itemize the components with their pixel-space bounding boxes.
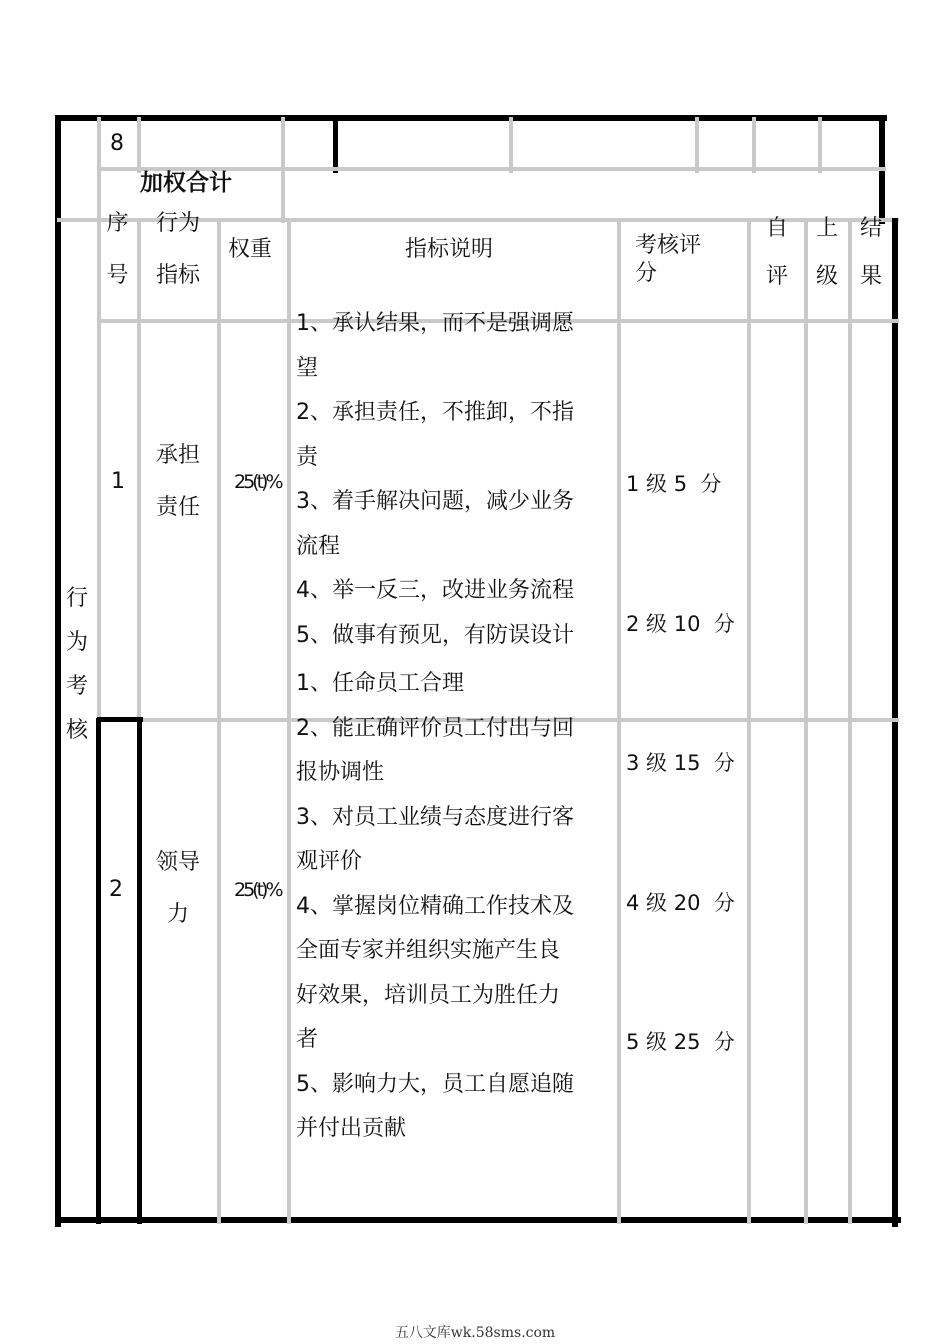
row1-desc-line: 1、承认结果，而不是强调愿 — [296, 311, 574, 336]
row1-desc-line: 责 — [296, 444, 319, 470]
row1-behavior-line2: 责任 — [155, 495, 200, 520]
score-level: 2 级 10 分 — [626, 611, 735, 636]
row1-behavior-line1: 承担 — [155, 443, 200, 468]
row1-seq: 1 — [111, 469, 125, 494]
col-line-behavior-lower — [137, 718, 142, 1224]
section-label-char: 核 — [65, 718, 88, 743]
row2-desc-line: 1、任命员工合理 — [296, 671, 464, 696]
row2-desc-line: 者 — [296, 1027, 319, 1052]
header-behavior — [138, 202, 218, 298]
section-label-char: 行 — [65, 586, 88, 611]
header-behavior-line2: 指标 — [155, 263, 200, 288]
header-self-line1: 自 — [766, 216, 789, 241]
score-level: 1 级 5 分 — [626, 472, 722, 496]
row1-weight: 25(t)% — [234, 471, 281, 493]
top-row-seq: 8 — [110, 131, 124, 156]
score-level: 3 级 15 分 — [626, 751, 735, 775]
header-weight: 权重 — [228, 237, 273, 262]
row1-desc-line: 4、举一反三，改进业务流程 — [296, 578, 574, 603]
header-seq-line2: 号 — [106, 263, 129, 288]
score-level: 5 级 25 分 — [626, 1030, 735, 1054]
top-col-line — [695, 117, 699, 173]
header-self — [748, 207, 805, 299]
header-score — [635, 232, 701, 288]
row1-scores — [626, 368, 735, 1112]
row1-desc-line: 5、做事有预见，有防误设计 — [296, 622, 574, 648]
row2-behavior-line1: 领导 — [155, 850, 200, 875]
header-description: 指标说明 — [405, 237, 494, 262]
score-level: 4 级 20 分 — [626, 890, 735, 915]
outer-right-border — [892, 218, 898, 1227]
top-col-line — [509, 117, 513, 173]
header-score-line2: 分 — [635, 261, 658, 286]
row2-behavior — [138, 841, 218, 937]
weighted-total-label: 加权合计 — [140, 170, 232, 196]
row1-description — [296, 302, 574, 658]
row2-desc-line: 好效果，培训员工为胜任力 — [296, 982, 561, 1008]
section-label-char: 考 — [65, 674, 88, 699]
row1-desc-line: 3、着手解决问题，减少业务 — [296, 489, 574, 514]
header-superior — [805, 207, 849, 299]
row2-desc-line: 观评价 — [296, 849, 363, 874]
top-col-line — [752, 117, 756, 173]
row2-desc-line: 3、对员工业绩与态度进行客 — [296, 804, 574, 830]
header-superior-line2: 级 — [815, 264, 838, 289]
row2-weight: 25(t)% — [234, 879, 281, 901]
header-behavior-line1: 行为 — [155, 211, 200, 236]
row1-desc-line: 流程 — [296, 533, 341, 559]
top-col-line — [333, 117, 338, 173]
row2-desc-line: 并付出贡献 — [296, 1116, 407, 1141]
top-col-line — [818, 117, 822, 173]
header-result-line1: 结 — [859, 216, 882, 241]
row1-desc-line: 2、承担责任，不推卸，不指 — [296, 400, 574, 425]
row-divider-seq — [97, 717, 143, 722]
header-self-line2: 评 — [766, 264, 789, 289]
col-line-seq-lower — [96, 718, 101, 1224]
row1-desc-line: 望 — [296, 355, 319, 381]
header-seq-line1: 序 — [106, 211, 129, 236]
row2-desc-line: 2、能正确评价员工付出与回 — [296, 715, 574, 741]
row1-behavior — [138, 434, 218, 530]
section-label-char: 为 — [65, 630, 88, 655]
header-result — [849, 207, 893, 299]
bottom-border — [55, 1217, 901, 1223]
row2-desc-line: 全面专家并组织实施产生良 — [296, 938, 561, 963]
top-border — [55, 115, 887, 121]
row2-behavior-line2: 力 — [166, 902, 189, 927]
header-seq — [98, 202, 137, 298]
header-result-line2: 果 — [859, 264, 882, 289]
header-superior-line1: 上 — [815, 216, 838, 241]
row2-desc-line: 报协调性 — [296, 760, 385, 785]
row2-seq: 2 — [109, 877, 123, 902]
footer-watermark: 五八文库wk.58sms.com — [394, 1325, 556, 1341]
header-score-line1: 考核评 — [635, 233, 702, 258]
section-label — [57, 577, 97, 753]
row2-desc-line: 4、掌握岗位精确工作技术及 — [296, 893, 574, 919]
row2-desc-line: 5、影响力大，员工自愿追随 — [296, 1071, 574, 1097]
row2-description — [296, 662, 574, 1152]
